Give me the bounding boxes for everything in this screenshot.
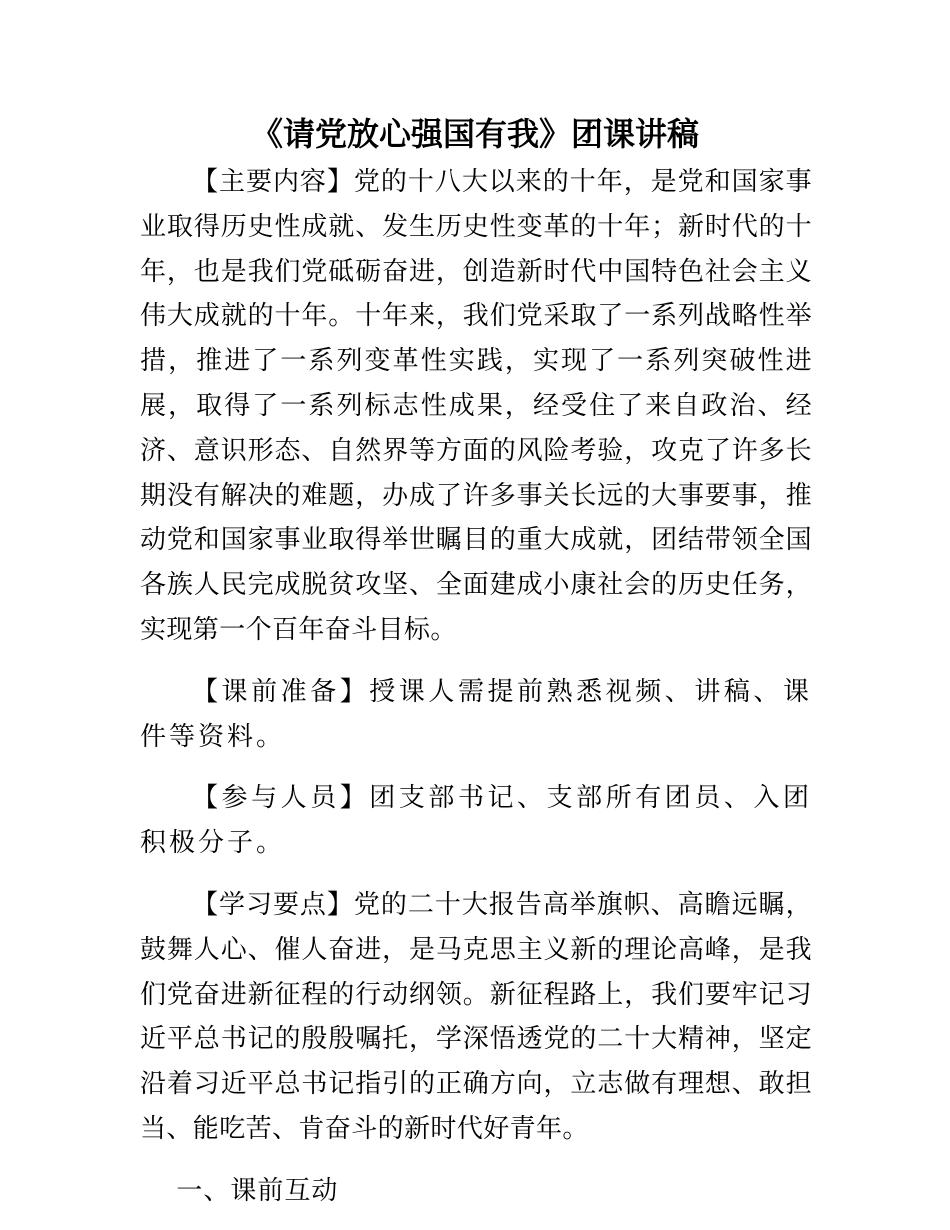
section-label-key-points: 【学习要点】: [192, 889, 354, 920]
document-body: [140, 160, 812, 1214]
section-heading-pre-class-interaction: 一、课前互动: [176, 1175, 339, 1206]
section-label-preparation: 【课前准备】: [192, 676, 370, 707]
document-title: 《请党放心强国有我》团课讲稿: [250, 115, 699, 153]
section-label-participants: 【参与人员】: [192, 783, 370, 814]
paragraph-key-points: [140, 883, 812, 1152]
paragraph-participants: [140, 776, 812, 866]
section-label-main-content: 【主要内容】: [192, 167, 354, 197]
section-text-key-points: 党的二十大报告高举旗帜、高瞻远瞩，鼓舞人心、催人奋进，是马克思主义新的理论高峰，是我们党奋进新征程的行动纲领。新征程路上，我们要牢记习近平总书记的殷殷嘱托，学深悟透党的二十大精神，坚定沿着习近平总书记指引的正确方向，立志做有理想、敢担当、能吃苦、肯奋斗的新时代好青年。: [140, 889, 812, 1144]
section-text-participants: 团支部书记、支部所有团员、入团积极分子。: [140, 783, 812, 859]
paragraph-preparation: [140, 670, 812, 760]
paragraph-main-content: [140, 160, 812, 653]
section-text-preparation: 授课人需提前熟悉视频、讲稿、课件等资料。: [140, 676, 812, 752]
section-text-main-content: 党的十八大以来的十年，是党和国家事业取得历史性成就、发生历史性变革的十年；新时代的十年，也是我们党砥砺奋进，创造新时代中国特色社会主义伟大成就的十年。十年来，我们党采取了一系列战略性举措，推进了一系列变革性实践，实现了一系列突破性进展，取得了一系列标志性成果，经受住了来自政治、经济、意识形态、自然界等方面的风险考验，攻克了许多长期没有解决的难题，办成了许多事关长远的大事要事，推动党和国家事业取得举世瞩目的重大成就，团结带领全国各族人民完成脱贫攻坚、全面建成小康社会的历史任务，实现第一个百年奋斗目标。: [140, 167, 812, 645]
